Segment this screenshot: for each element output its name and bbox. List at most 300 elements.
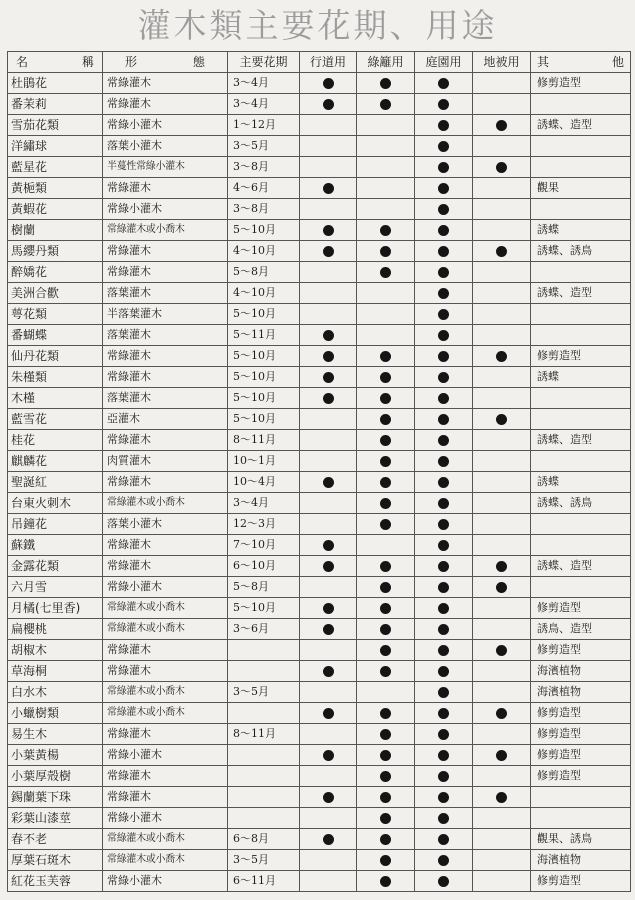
- table-row: [8, 304, 631, 325]
- cell-other: [531, 94, 631, 115]
- table-row: [8, 808, 631, 829]
- cell-period: 3～8月: [228, 157, 300, 178]
- table-row: [8, 661, 631, 682]
- cell-hedge: [357, 451, 415, 472]
- filled-dot-icon: [380, 393, 391, 404]
- cell-street: [300, 94, 357, 115]
- cell-name: 雪茄花類: [8, 115, 103, 136]
- filled-dot-icon: [438, 162, 449, 173]
- filled-dot-icon: [323, 477, 334, 488]
- cell-other: [531, 451, 631, 472]
- cell-garden: [415, 220, 473, 241]
- cell-street: [300, 829, 357, 850]
- header-other: 其 他: [531, 52, 631, 73]
- cell-period: 3～4月: [228, 73, 300, 94]
- cell-period: 5～10月: [228, 220, 300, 241]
- cell-hedge: [357, 661, 415, 682]
- cell-period: [228, 808, 300, 829]
- cell-period: 5～10月: [228, 388, 300, 409]
- cell-period: 3～8月: [228, 199, 300, 220]
- cell-form: 半蔓性常綠小灌木: [103, 157, 228, 178]
- table-row: [8, 556, 631, 577]
- cell-other: 誘蝶、誘鳥: [531, 493, 631, 514]
- cell-hedge: [357, 829, 415, 850]
- cell-garden: [415, 388, 473, 409]
- cell-name: 蘇鐵: [8, 535, 103, 556]
- cell-period: 5～10月: [228, 304, 300, 325]
- cell-period: 3～5月: [228, 850, 300, 871]
- filled-dot-icon: [438, 834, 449, 845]
- cell-street: [300, 430, 357, 451]
- table-row: [8, 241, 631, 262]
- header-row: [8, 52, 631, 73]
- cell-period: 12～3月: [228, 514, 300, 535]
- cell-street: [300, 703, 357, 724]
- cell-name: 醉嬌花: [8, 262, 103, 283]
- filled-dot-icon: [323, 624, 334, 635]
- cell-street: [300, 472, 357, 493]
- filled-dot-icon: [323, 561, 334, 572]
- cell-hedge: [357, 766, 415, 787]
- cell-hedge: [357, 556, 415, 577]
- cell-form: 常綠灌木: [103, 661, 228, 682]
- filled-dot-icon: [438, 582, 449, 593]
- filled-dot-icon: [323, 99, 334, 110]
- filled-dot-icon: [380, 834, 391, 845]
- cell-street: [300, 850, 357, 871]
- cell-hedge: [357, 850, 415, 871]
- cell-name: 月橘(七里香): [8, 598, 103, 619]
- filled-dot-icon: [496, 414, 507, 425]
- cell-other: [531, 388, 631, 409]
- cell-form: 常綠灌木: [103, 787, 228, 808]
- cell-garden: [415, 199, 473, 220]
- cell-street: [300, 682, 357, 703]
- cell-period: [228, 661, 300, 682]
- cell-garden: [415, 766, 473, 787]
- cell-garden: [415, 430, 473, 451]
- filled-dot-icon: [380, 771, 391, 782]
- cell-form: 常綠灌木: [103, 73, 228, 94]
- cell-name: 麒麟花: [8, 451, 103, 472]
- cell-period: 8～11月: [228, 724, 300, 745]
- cell-other: [531, 199, 631, 220]
- filled-dot-icon: [438, 771, 449, 782]
- filled-dot-icon: [438, 288, 449, 299]
- filled-dot-icon: [438, 414, 449, 425]
- cell-period: 3～5月: [228, 136, 300, 157]
- page-title: 灌木類主要花期、用途: [137, 6, 498, 45]
- cell-period: 6～11月: [228, 871, 300, 892]
- cell-name: 桂花: [8, 430, 103, 451]
- cell-garden: [415, 451, 473, 472]
- cell-street: [300, 745, 357, 766]
- table-row: [8, 829, 631, 850]
- table-row: [8, 115, 631, 136]
- filled-dot-icon: [438, 561, 449, 572]
- cell-form: 常綠灌木或小喬木: [103, 829, 228, 850]
- cell-form: 常綠灌木: [103, 766, 228, 787]
- cell-form: 常綠灌木: [103, 472, 228, 493]
- filled-dot-icon: [438, 666, 449, 677]
- cell-hedge: [357, 745, 415, 766]
- filled-dot-icon: [438, 225, 449, 236]
- cell-hedge: [357, 115, 415, 136]
- cell-period: [228, 766, 300, 787]
- table-row: [8, 640, 631, 661]
- filled-dot-icon: [496, 561, 507, 572]
- cell-form: 常綠灌木: [103, 346, 228, 367]
- cell-other: 海濱植物: [531, 661, 631, 682]
- cell-ground: [473, 94, 531, 115]
- cell-street: [300, 220, 357, 241]
- cell-garden: [415, 556, 473, 577]
- cell-garden: [415, 640, 473, 661]
- filled-dot-icon: [438, 519, 449, 530]
- cell-name: 黃梔類: [8, 178, 103, 199]
- cell-ground: [473, 136, 531, 157]
- cell-garden: [415, 115, 473, 136]
- cell-form: 常綠灌木: [103, 367, 228, 388]
- cell-garden: [415, 136, 473, 157]
- cell-name: 萼花類: [8, 304, 103, 325]
- cell-form: 常綠小灌木: [103, 745, 228, 766]
- cell-other: [531, 136, 631, 157]
- cell-period: 6～10月: [228, 556, 300, 577]
- filled-dot-icon: [323, 183, 334, 194]
- cell-ground: [473, 703, 531, 724]
- cell-street: [300, 199, 357, 220]
- cell-ground: [473, 157, 531, 178]
- cell-other: 誘蝶、造型: [531, 430, 631, 451]
- cell-hedge: [357, 178, 415, 199]
- cell-other: [531, 409, 631, 430]
- cell-garden: [415, 514, 473, 535]
- shrub-table: [7, 51, 631, 892]
- cell-hedge: [357, 199, 415, 220]
- table-row: [8, 325, 631, 346]
- cell-form: 常綠灌木: [103, 640, 228, 661]
- cell-hedge: [357, 304, 415, 325]
- cell-ground: [473, 808, 531, 829]
- cell-hedge: [357, 724, 415, 745]
- table-row: [8, 199, 631, 220]
- cell-form: 常綠灌木或小喬木: [103, 682, 228, 703]
- cell-name: 杜鵑花: [8, 73, 103, 94]
- filled-dot-icon: [380, 624, 391, 635]
- table-row: [8, 787, 631, 808]
- filled-dot-icon: [380, 519, 391, 530]
- cell-name: 吊鐘花: [8, 514, 103, 535]
- cell-name: 白水木: [8, 682, 103, 703]
- cell-name: 金露花類: [8, 556, 103, 577]
- cell-street: [300, 619, 357, 640]
- cell-other: [531, 787, 631, 808]
- cell-ground: [473, 325, 531, 346]
- cell-garden: [415, 787, 473, 808]
- filled-dot-icon: [438, 792, 449, 803]
- cell-name: 藍雪花: [8, 409, 103, 430]
- filled-dot-icon: [496, 351, 507, 362]
- cell-street: [300, 451, 357, 472]
- cell-street: [300, 73, 357, 94]
- table-row: [8, 94, 631, 115]
- cell-street: [300, 262, 357, 283]
- filled-dot-icon: [380, 876, 391, 887]
- cell-form: 常綠灌木: [103, 556, 228, 577]
- cell-name: 聖誕紅: [8, 472, 103, 493]
- cell-other: 誘蝶、造型: [531, 115, 631, 136]
- filled-dot-icon: [380, 477, 391, 488]
- cell-garden: [415, 703, 473, 724]
- cell-other: 海濱植物: [531, 850, 631, 871]
- cell-name: 仙丹花類: [8, 346, 103, 367]
- cell-ground: [473, 829, 531, 850]
- cell-other: 誘蝶: [531, 367, 631, 388]
- filled-dot-icon: [438, 141, 449, 152]
- cell-ground: [473, 472, 531, 493]
- cell-form: 常綠小灌木: [103, 199, 228, 220]
- filled-dot-icon: [323, 603, 334, 614]
- cell-garden: [415, 409, 473, 430]
- table-row: [8, 472, 631, 493]
- cell-name: 胡椒木: [8, 640, 103, 661]
- filled-dot-icon: [323, 792, 334, 803]
- table-row: [8, 871, 631, 892]
- filled-dot-icon: [438, 855, 449, 866]
- cell-other: 誘蝶、造型: [531, 283, 631, 304]
- table-row: [8, 703, 631, 724]
- filled-dot-icon: [380, 813, 391, 824]
- cell-period: 3～5月: [228, 682, 300, 703]
- cell-name: 厚葉石斑木: [8, 850, 103, 871]
- cell-period: [228, 745, 300, 766]
- cell-form: 常綠灌木: [103, 94, 228, 115]
- cell-hedge: [357, 535, 415, 556]
- cell-other: 誘蝶、誘鳥: [531, 241, 631, 262]
- cell-ground: [473, 766, 531, 787]
- cell-form: 常綠灌木: [103, 178, 228, 199]
- cell-form: 常綠灌木: [103, 241, 228, 262]
- cell-form: 常綠小灌木: [103, 115, 228, 136]
- filled-dot-icon: [438, 645, 449, 656]
- cell-name: 台東火刺木: [8, 493, 103, 514]
- table-row: [8, 136, 631, 157]
- cell-garden: [415, 829, 473, 850]
- filled-dot-icon: [438, 498, 449, 509]
- cell-hedge: [357, 325, 415, 346]
- filled-dot-icon: [380, 414, 391, 425]
- cell-name: 紅花玉芙蓉: [8, 871, 103, 892]
- cell-ground: [473, 409, 531, 430]
- cell-form: 常綠灌木或小喬木: [103, 598, 228, 619]
- cell-street: [300, 514, 357, 535]
- filled-dot-icon: [496, 162, 507, 173]
- filled-dot-icon: [380, 351, 391, 362]
- cell-hedge: [357, 619, 415, 640]
- filled-dot-icon: [380, 372, 391, 383]
- filled-dot-icon: [380, 246, 391, 257]
- cell-garden: [415, 808, 473, 829]
- cell-ground: [473, 241, 531, 262]
- filled-dot-icon: [438, 813, 449, 824]
- cell-hedge: [357, 241, 415, 262]
- cell-hedge: [357, 577, 415, 598]
- cell-period: 5～10月: [228, 367, 300, 388]
- cell-street: [300, 136, 357, 157]
- cell-form: 落葉灌木: [103, 388, 228, 409]
- cell-form: 肉質灌木: [103, 451, 228, 472]
- cell-ground: [473, 178, 531, 199]
- cell-ground: [473, 283, 531, 304]
- cell-period: 5～10月: [228, 346, 300, 367]
- filled-dot-icon: [380, 729, 391, 740]
- cell-form: 常綠灌木或小喬木: [103, 220, 228, 241]
- cell-garden: [415, 682, 473, 703]
- cell-form: 半落葉灌木: [103, 304, 228, 325]
- cell-hedge: [357, 787, 415, 808]
- cell-ground: [473, 577, 531, 598]
- cell-period: 5～8月: [228, 262, 300, 283]
- cell-garden: [415, 283, 473, 304]
- cell-form: 常綠灌木: [103, 430, 228, 451]
- cell-other: [531, 157, 631, 178]
- cell-other: 修剪造型: [531, 745, 631, 766]
- filled-dot-icon: [323, 78, 334, 89]
- cell-form: 落葉灌木: [103, 283, 228, 304]
- table-row: [8, 619, 631, 640]
- cell-ground: [473, 451, 531, 472]
- cell-street: [300, 115, 357, 136]
- cell-garden: [415, 724, 473, 745]
- cell-street: [300, 304, 357, 325]
- cell-period: 10～1月: [228, 451, 300, 472]
- cell-name: 番茉莉: [8, 94, 103, 115]
- cell-other: 誘蝶: [531, 472, 631, 493]
- cell-hedge: [357, 136, 415, 157]
- cell-name: 洋繡球: [8, 136, 103, 157]
- cell-street: [300, 493, 357, 514]
- cell-name: 錫蘭葉下珠: [8, 787, 103, 808]
- cell-garden: [415, 157, 473, 178]
- cell-form: 常綠灌木或小喬木: [103, 850, 228, 871]
- filled-dot-icon: [438, 309, 449, 320]
- cell-ground: [473, 787, 531, 808]
- filled-dot-icon: [380, 78, 391, 89]
- cell-name: 易生木: [8, 724, 103, 745]
- filled-dot-icon: [496, 708, 507, 719]
- cell-other: [531, 514, 631, 535]
- table-row: [8, 766, 631, 787]
- filled-dot-icon: [380, 603, 391, 614]
- cell-period: 5～8月: [228, 577, 300, 598]
- cell-name: 番蝴蝶: [8, 325, 103, 346]
- header-period: 主要花期: [228, 52, 300, 73]
- cell-hedge: [357, 367, 415, 388]
- cell-other: 修剪造型: [531, 73, 631, 94]
- cell-form: 落葉灌木: [103, 325, 228, 346]
- cell-name: 春不老: [8, 829, 103, 850]
- cell-name: 美洲合歡: [8, 283, 103, 304]
- cell-form: 落葉小灌木: [103, 514, 228, 535]
- cell-period: 3～4月: [228, 493, 300, 514]
- filled-dot-icon: [496, 645, 507, 656]
- cell-form: 常綠灌木: [103, 262, 228, 283]
- cell-period: [228, 703, 300, 724]
- filled-dot-icon: [323, 351, 334, 362]
- cell-period: 7～10月: [228, 535, 300, 556]
- table-row: [8, 409, 631, 430]
- cell-other: [531, 577, 631, 598]
- filled-dot-icon: [496, 582, 507, 593]
- cell-hedge: [357, 703, 415, 724]
- cell-other: 誘鳥、造型: [531, 619, 631, 640]
- cell-name: 小葉黃楊: [8, 745, 103, 766]
- cell-hedge: [357, 640, 415, 661]
- cell-ground: [473, 598, 531, 619]
- cell-hedge: [357, 598, 415, 619]
- cell-ground: [473, 388, 531, 409]
- cell-ground: [473, 556, 531, 577]
- cell-street: [300, 367, 357, 388]
- cell-form: 常綠小灌木: [103, 808, 228, 829]
- cell-other: 觀果、誘鳥: [531, 829, 631, 850]
- cell-period: 6～8月: [228, 829, 300, 850]
- filled-dot-icon: [438, 603, 449, 614]
- filled-dot-icon: [380, 645, 391, 656]
- cell-street: [300, 283, 357, 304]
- cell-street: [300, 535, 357, 556]
- filled-dot-icon: [380, 498, 391, 509]
- cell-ground: [473, 346, 531, 367]
- filled-dot-icon: [438, 330, 449, 341]
- cell-street: [300, 346, 357, 367]
- cell-street: [300, 640, 357, 661]
- table-row: [8, 178, 631, 199]
- filled-dot-icon: [380, 666, 391, 677]
- cell-street: [300, 577, 357, 598]
- header-form: 形 態: [103, 52, 228, 73]
- filled-dot-icon: [323, 750, 334, 761]
- filled-dot-icon: [323, 225, 334, 236]
- cell-name: 木槿: [8, 388, 103, 409]
- filled-dot-icon: [380, 561, 391, 572]
- table-row: [8, 346, 631, 367]
- cell-ground: [473, 724, 531, 745]
- cell-hedge: [357, 493, 415, 514]
- cell-street: [300, 325, 357, 346]
- cell-ground: [473, 304, 531, 325]
- filled-dot-icon: [380, 582, 391, 593]
- cell-street: [300, 241, 357, 262]
- cell-form: 落葉小灌木: [103, 136, 228, 157]
- cell-hedge: [357, 388, 415, 409]
- cell-ground: [473, 640, 531, 661]
- filled-dot-icon: [438, 372, 449, 383]
- filled-dot-icon: [438, 456, 449, 467]
- cell-hedge: [357, 283, 415, 304]
- table-row: [8, 493, 631, 514]
- cell-form: 常綠小灌木: [103, 871, 228, 892]
- table-row: [8, 724, 631, 745]
- cell-garden: [415, 619, 473, 640]
- filled-dot-icon: [323, 666, 334, 677]
- cell-other: 誘蝶: [531, 220, 631, 241]
- cell-form: 常綠灌木: [103, 535, 228, 556]
- cell-street: [300, 178, 357, 199]
- cell-other: [531, 304, 631, 325]
- cell-hedge: [357, 514, 415, 535]
